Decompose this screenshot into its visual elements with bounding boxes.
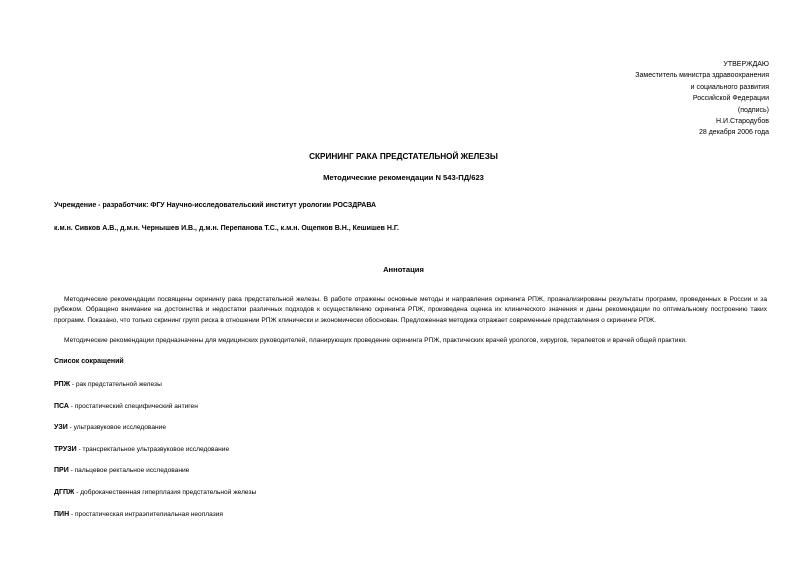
abstract-heading: Аннотация — [383, 265, 424, 274]
abbreviation-definition: - ультразвуковое исследование — [67, 424, 166, 432]
abbreviation-term: ПРИ — [54, 467, 69, 475]
organization-line: Учреждение - разработчик: ФГУ Научно-исследовательский институт урологии РОСЗДРАВА — [54, 202, 377, 209]
approval-line: Российской Федерации — [692, 95, 769, 103]
abbreviation-term: ПИН — [54, 510, 70, 518]
abbreviation-term: ПСА — [54, 402, 69, 410]
abbreviation-definition: - пальцевое ректальное исследование — [68, 467, 190, 475]
approval-line: и социального развития — [690, 83, 769, 91]
abstract-paragraph: Методические рекомендации предназначены для медицинских руководителей, планирующих проведение скрининга РПЖ, практических врачей урологов, хирургов, терапевтов и врачей общей практики. — [64, 337, 687, 344]
abbreviations-list — [54, 380, 256, 531]
abbreviation-item — [54, 466, 256, 488]
abbreviations-heading: Список сокращений — [54, 358, 124, 365]
abbreviation-definition: - рак предстательной железы — [70, 381, 162, 388]
approval-line: Н.И.Стародубов — [716, 118, 769, 126]
approval-block — [635, 59, 769, 139]
abbreviation-item — [54, 488, 256, 510]
abbreviation-term: ТРУЗИ — [54, 445, 77, 453]
abbreviation-item — [54, 402, 256, 424]
abbreviation-term: УЗИ — [54, 424, 68, 432]
abbreviation-term: ДГПЖ — [54, 488, 75, 496]
approval-line: Заместитель министра здравоохранения — [635, 72, 769, 80]
abbreviation-definition: - простатический специфический антиген — [68, 402, 198, 410]
abbreviation-term: РПЖ — [54, 381, 71, 388]
document-subtitle: Методические рекомендации N 543-ПД/623 — [323, 173, 484, 182]
abbreviation-definition: - трансректальное ультразвуковое исследование — [76, 445, 230, 453]
abbreviation-definition: - простатическая интраэпителиальная неоплазия — [69, 510, 224, 518]
abstract-paragraph: Методические рекомендации посвящены скринингу рака предстательной железы. В работе отражены основные методы и направления скрининга РПЖ, проанализированы результаты программ, проведенных в России и за рубежом. Обращено внимание на достоинства и недостатки различных подходов к осуществлению скрининга РПЖ, произведена оценка их клинического значения и даны рекомендации по оптимальному построению таких программ. Показано, что только скрининг групп риска в отношении РПЖ клинически и экономически обоснован. Предложенная методика отражает современные представления о скрининге РПЖ. — [54, 296, 767, 324]
approval-line: 28 декабря 2006 года — [698, 129, 769, 137]
document-title: СКРИНИНГ РАКА ПРЕДСТАТЕЛЬНОЙ ЖЕЛЕЗЫ — [309, 152, 498, 161]
abbreviation-item — [54, 380, 256, 402]
abbreviation-item — [54, 423, 256, 445]
approval-line: УТВЕРЖДАЮ — [723, 61, 769, 68]
approval-line: (подпись) — [737, 106, 769, 114]
abbreviation-item — [54, 445, 256, 467]
abbreviation-definition: - доброкачественная гиперплазия предстательной железы — [74, 488, 257, 496]
authors-line: к.м.н. Сивков А.В., д.м.н. Чернышев И.В., д.м.н. Перепанова Т.С., к.м.н. Ощепков В.Н., Кешишев Н.Г. — [54, 225, 399, 232]
abbreviation-item — [54, 510, 256, 532]
